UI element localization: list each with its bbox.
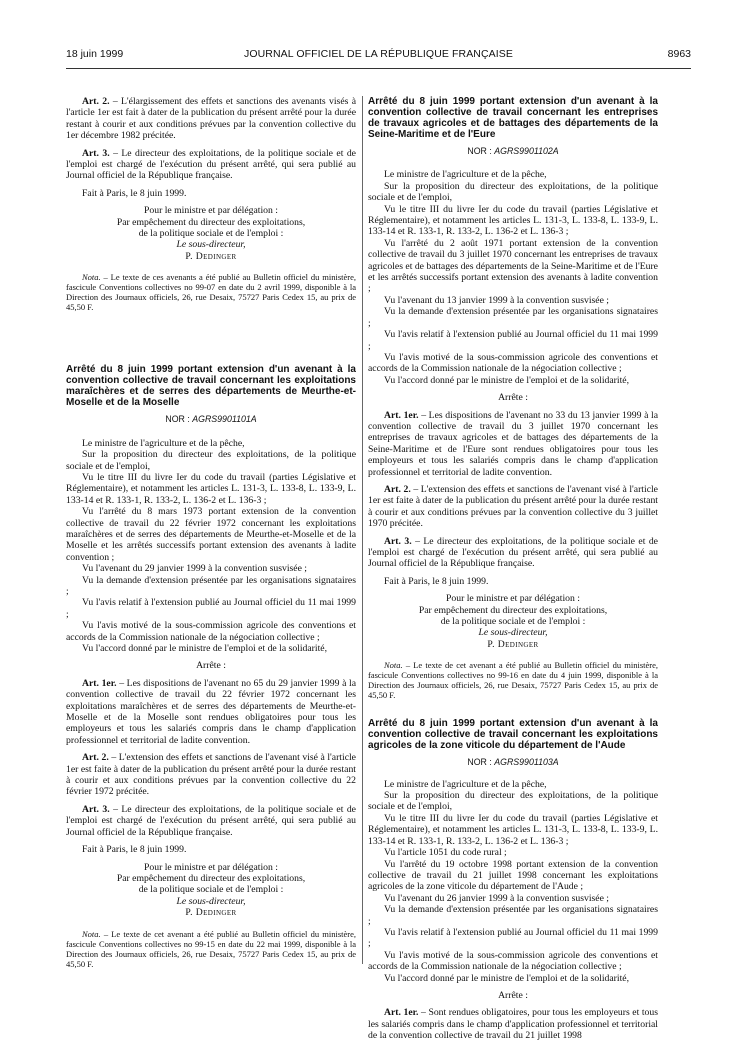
visa-paragraph: Vu le titre III du livre Ier du code du travail (parties Législative et Réglementaire), et notamment les articles L. 131-3, L. 133-8, L. 133-9, L. 133-14 et R. 133-1, R. 133-2, L. 136-2 et L. 136-3 ;: [66, 471, 356, 506]
decree-title: Arrêté du 8 juin 1999 portant extension d'un avenant à la convention collective de travail concernant les entreprises de travaux agricoles et de battages des départements de la Seine-Maritime et de l'Eure: [368, 96, 658, 140]
signing-date: Fait à Paris, le 8 juin 1999.: [82, 187, 187, 199]
nor-reference: [368, 146, 658, 157]
nor-label: NOR :: [165, 414, 193, 425]
page-number: 8963: [667, 48, 691, 60]
nor-label: NOR :: [467, 757, 495, 768]
decree-title: Arrêté du 8 juin 1999 portant extension d'un avenant à la convention collective de travail concernant les exploitations maraîchères et de serres des départements de Meurthe-et-Moselle et de la Moselle: [66, 364, 356, 409]
signing-date: Fait à Paris, le 8 juin 1999.: [82, 844, 187, 856]
signature-block: [368, 593, 658, 650]
visa-paragraph: Vu l'avis relatif à l'extension publié au Journal officiel du 11 mai 1999 ;: [368, 329, 658, 352]
page-header: [66, 48, 691, 64]
signature-block: [66, 862, 356, 919]
nota-text: – Le texte de cet avenant a été publié au Bulletin officiel du ministère, fascicule Conventions collectives no 99-16 en date du 4 juin 1999, disponible à la Direction des Journaux officiels, 26, rue Desaix, 75727 Paris Cedex 15, au prix de 45,50 F.: [368, 660, 658, 701]
arrete-heading: Arrête :: [498, 392, 528, 404]
decree-title: Arrêté du 8 juin 1999 portant extension d'un avenant à la convention collective de travail concernant les exploitations agricoles de la zone viticole du département de l'Aude: [368, 718, 658, 752]
article-paragraph: [368, 1007, 658, 1041]
article-label: Art. 3.: [384, 535, 412, 547]
visa-paragraph: Vu l'avenant du 26 janvier 1999 à la convention susvisée ;: [384, 892, 609, 904]
nota-label: Nota.: [384, 660, 403, 671]
nota-note: [66, 272, 356, 312]
visa-paragraph: Vu l'avis motivé de la sous-commission agricole des conventions et accords de la Commission nationale de la négociation collective ;: [66, 620, 356, 643]
article-paragraph: [368, 410, 658, 478]
signature-role: Le sous-directeur,: [176, 895, 246, 907]
visa-paragraph: Vu l'arrêté du 8 mars 1973 portant extension de la convention collective de travail du 22 février 1972 concernant les exploitations maraîchères et de serres des départements de Meurthe-et-Moselle et de la Moselle et les arrêtés successifs portant extension des avenants à ladite convention ;: [66, 506, 356, 563]
right-column: [368, 96, 658, 1042]
signatory-name: P. Dedinger: [185, 250, 237, 262]
visa-paragraph: Vu l'avenant du 13 janvier 1999 à la convention susvisée ;: [384, 294, 609, 306]
article-label: Art. 2.: [82, 96, 110, 107]
article-label: Art. 1er.: [82, 677, 117, 689]
nor-reference: [66, 414, 356, 425]
signature-line: Pour le ministre et par délégation :: [144, 861, 278, 873]
visa-paragraph: Le ministre de l'agriculture et de la pêche,: [384, 169, 547, 181]
article-paragraph: [66, 148, 356, 182]
article-paragraph: [66, 752, 356, 798]
visa-paragraph: Vu l'arrêté du 19 octobre 1998 portant extension de la convention collective de travail du 21 juillet 1998 concernant les exploitations agricoles de la zone viticole du département de l'Aude ;: [368, 858, 658, 893]
nor-code: AGRS9901103A: [494, 757, 559, 768]
visa-paragraph: Le ministre de l'agriculture et de la pêche,: [82, 437, 245, 449]
visa-paragraph: Vu le titre III du livre Ier du code du travail (parties Législative et Réglementaire), et notamment les articles L. 131-3, L. 133-8, L. 133-9, L. 133-14 et R. 133-1, R. 133-2, L. 136-2 et L. 136-3 ;: [368, 812, 658, 847]
article-label: Art. 2.: [384, 483, 411, 495]
visa-paragraph: Sur la proposition du directeur des exploitations, de la politique sociale et de l'emploi,: [66, 449, 356, 472]
article-text: – Le directeur des exploitations, de la politique sociale et de l'emploi est chargé de l'exécution du présent arrêté, qui sera publié au Journal officiel de la République française.: [66, 147, 356, 182]
article-text: – Le directeur des exploitations, de la politique sociale et de l'emploi est chargé de l'exécution du présent arrêté, qui sera publié au Journal officiel de la République française.: [66, 803, 356, 838]
article-paragraph: [66, 678, 356, 746]
visa-paragraph: Le ministre de l'agriculture et de la pêche,: [384, 778, 547, 790]
visa-paragraph: Vu le titre III du livre Ier du code du travail (parties Législative et Réglementaire), et notamment les articles L. 131-3, L. 133-8, L. 133-9, L. 133-14 et R. 133-1, R. 133-2, L. 136-2 et L. 136-3 ;: [368, 203, 658, 238]
nota-text: – Le texte de cet avenant a été publié au Bulletin officiel du ministère, fascicule Conventions collectives no 99-15 en date du 22 mai 1999, disponible à la Direction des Journaux officiels, 26, rue Desaix, 75727 Paris Cedex 15, au prix de 45,50 F.: [66, 928, 356, 969]
journal-title: JOURNAL OFFICIEL DE LA RÉPUBLIQUE FRANÇAISE: [244, 48, 513, 60]
article-text: – Les dispositions de l'avenant no 65 du 29 janvier 1999 à la convention collective de travail du 22 février 1972 concernant les exploitations maraîchères et de serres des départements de Meurthe-et-Moselle et de la Moselle sont rendues obligatoires pour tous les employeurs et tous les salariés compris dans le champ d'application professionnel et territorial de ladite convention.: [66, 677, 357, 746]
signature-line: de la politique sociale et de l'emploi :: [138, 884, 284, 896]
nor-label: NOR :: [467, 146, 495, 156]
signature-line: Par empêchement du directeur des exploitations,: [418, 604, 608, 616]
signatory-name: P. Dedinger: [185, 907, 237, 919]
signature-line: Pour le ministre et par délégation :: [446, 593, 580, 605]
signature-line: de la politique sociale et de l'emploi :: [440, 616, 586, 628]
visa-paragraph: Vu l'accord donné par le ministre de l'emploi et de la solidarité,: [384, 374, 630, 386]
signature-role: Le sous-directeur,: [478, 627, 548, 639]
article-paragraph: [66, 96, 356, 142]
nota-note: [66, 929, 356, 969]
nota-label: Nota.: [82, 272, 101, 283]
article-label: Art. 3.: [82, 147, 110, 159]
arrete-heading: Arrête :: [498, 989, 528, 1001]
article-text: – L'extension des effets et sanctions de l'avenant visé à l'article 1er est faite à dater de la publication du présent arrêté pour la durée restant à courir et aux conditions prévues par la convention collective du 22 février 1972 précitée.: [66, 752, 356, 798]
article-text: – Les dispositions de l'avenant no 33 du 13 janvier 1999 à la convention collective de travail du 3 juillet 1970 concernant les entreprises de travaux agricoles et de battages des départements de la Seine-Maritime et de l'Eure sont rendues obligatoires pour tous les employeurs et tous les salariés compris dans le champ d'application professionnel et territorial de ladite convention.: [368, 409, 659, 478]
visa-paragraph: Vu l'accord donné par le ministre de l'emploi et de la solidarité,: [82, 643, 328, 654]
article-paragraph: [368, 484, 658, 530]
article-label: Art. 1er.: [384, 1007, 419, 1019]
article-text: – L'extension des effets et sanctions de l'avenant visé à l'article 1er est faite à dater de la publication du présent arrêté pour la durée restant à courir et aux conditions prévues par la convention collective du 3 juillet 1970 précitée.: [368, 483, 658, 530]
signature-line: Par empêchement du directeur des exploitations,: [116, 872, 306, 884]
visa-paragraph: Vu la demande d'extension présentée par les organisations signataires ;: [368, 306, 658, 329]
visa-paragraph: Vu l'avis motivé de la sous-commission agricole des conventions et accords de la Commission nationale de la négociation collective ;: [368, 949, 658, 973]
nota-label: Nota.: [82, 928, 101, 939]
visa-paragraph: Sur la proposition du directeur des exploitations, de la politique sociale et de l'emploi,: [368, 790, 658, 813]
arrete-heading: Arrête :: [196, 660, 226, 672]
visa-paragraph: Vu la demande d'extension présentée par les organisations signataires ;: [368, 904, 658, 927]
article-text: – Le directeur des exploitations, de la politique sociale et de l'emploi est chargé de l'exécution du présent arrêté, qui sera publié au Journal officiel de la République française.: [368, 535, 658, 570]
signature-line: Pour le ministre et par délégation :: [144, 205, 278, 217]
visa-paragraph: Vu l'accord donné par le ministre de l'emploi et de la solidarité,: [384, 972, 630, 984]
nota-text: – Le texte de ces avenants a été publié au Bulletin officiel du ministère, fascicule Conventions collectives no 99-07 en date du 2 avril 1999, disponible à la Direction des Journaux officiels, 26, rue Desaix, 75727 Paris Cedex 15, au prix de 45,50 F.: [66, 272, 356, 313]
signing-date: Fait à Paris, le 8 juin 1999.: [384, 575, 489, 587]
visa-paragraph: Vu l'avis relatif à l'extension publié au Journal officiel du 11 mai 1999 ;: [66, 597, 356, 620]
issue-date: 18 juin 1999: [66, 48, 124, 60]
visa-paragraph: Vu l'avis relatif à l'extension publié au Journal officiel du 11 mai 1999 ;: [368, 926, 658, 950]
article-paragraph: [368, 536, 658, 570]
article-label: Art. 3.: [82, 803, 110, 815]
nor-code: AGRS9901101A: [192, 414, 257, 425]
visa-paragraph: Sur la proposition du directeur des exploitations, de la politique sociale et de l'emploi,: [368, 180, 658, 204]
column-divider: [362, 96, 363, 964]
nota-note: [368, 660, 658, 700]
article-text: – Sont rendues obligatoires, pour tous les employeurs et tous les salariés compris dans le champ d'application professionnel et territorial de la convention collective de travail du 21 juillet 1998: [368, 1007, 658, 1042]
article-label: Art. 1er.: [384, 409, 419, 421]
article-label: Art. 2.: [82, 752, 109, 764]
nor-code: AGRS9901102A: [494, 146, 559, 156]
signatory-name: P. Dedinger: [487, 638, 539, 650]
header-rule: [66, 68, 691, 69]
visa-paragraph: Vu l'avis motivé de la sous-commission agricole des conventions et accords de la Commission nationale de la négociation collective ;: [368, 351, 658, 375]
visa-paragraph: Vu l'arrêté du 2 août 1971 portant extension de la convention collective de travail du 3 juillet 1970 concernant les entreprises de travaux agricoles et de battages des départements de la Seine-Maritime et de l'Eure et les arrêtés successifs portant extension des avenants à ladite convention ;: [368, 237, 658, 295]
signature-role: Le sous-directeur,: [176, 239, 246, 251]
signature-block: [66, 205, 356, 262]
nor-reference: [368, 757, 658, 768]
article-text: – L'élargissement des effets et sanctions des avenants visés à l'article 1er est fait à dater de la publication du présent arrêté pour la durée restant à courir et aux conditions prévues par la convention collective du 1er décembre 1982 précitée.: [66, 96, 356, 142]
signature-line: de la politique sociale et de l'emploi :: [138, 228, 284, 240]
visa-paragraph: Vu l'avenant du 29 janvier 1999 à la convention susvisée ;: [82, 563, 307, 575]
signature-line: Par empêchement du directeur des exploitations,: [116, 216, 306, 228]
visa-paragraph: Vu l'article 1051 du code rural ;: [384, 847, 507, 859]
visa-paragraph: Vu la demande d'extension présentée par les organisations signataires ;: [66, 574, 356, 597]
left-column: [66, 96, 356, 969]
article-paragraph: [66, 804, 356, 838]
